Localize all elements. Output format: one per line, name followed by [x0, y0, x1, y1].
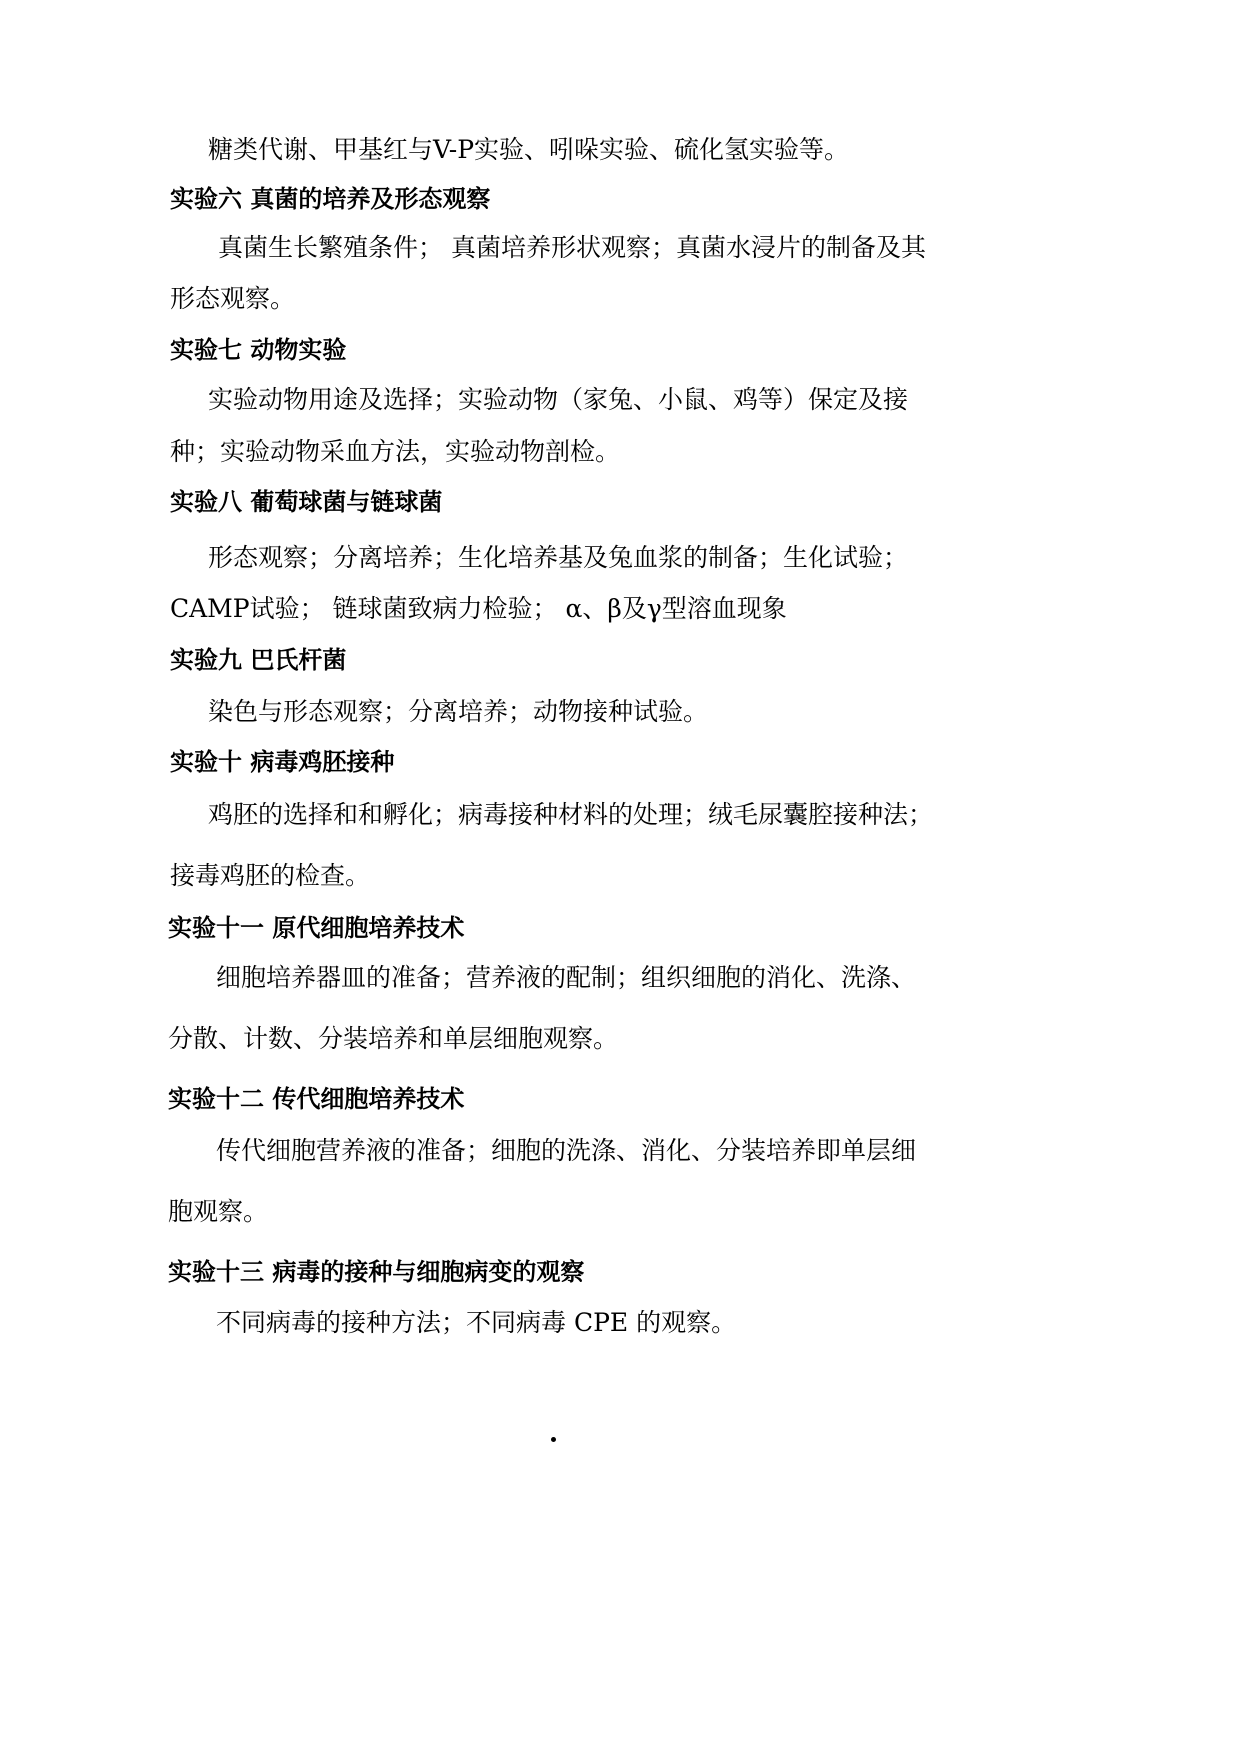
paragraph-line: 胞观察。: [168, 1197, 269, 1226]
section-heading: 实验十三 病毒的接种与细胞病变的观察: [168, 1258, 585, 1286]
section-heading: 实验六 真菌的培养及形态观察: [170, 185, 491, 213]
section-heading: 实验十 病毒鸡胚接种: [170, 748, 395, 776]
paragraph-line: 不同病毒的接种方法；不同病毒 CPE 的观察。: [216, 1308, 737, 1337]
paragraph-line: 染色与形态观察；分离培养；动物接种试验。: [208, 697, 709, 726]
section-heading: 实验十一 原代细胞培养技术: [168, 914, 465, 942]
paragraph-line: 传代细胞营养液的准备；细胞的洗涤、消化、分装培养即单层细: [216, 1136, 917, 1165]
section-heading: 实验十二 传代细胞培养技术: [168, 1085, 465, 1113]
paragraph-line: CAMP试验； 链球菌致病力检验； α、β及γ型溶血现象: [170, 594, 787, 623]
page-footer-dot: [551, 1437, 556, 1442]
paragraph-line: 鸡胚的选择和和孵化；病毒接种材料的处理；绒毛尿囊腔接种法；: [208, 800, 934, 829]
paragraph-line: 糖类代谢、甲基红与V-P实验、吲哚实验、硫化氢实验等。: [208, 135, 850, 164]
paragraph-line: 实验动物用途及选择；实验动物（家兔、小鼠、鸡等）保定及接: [208, 385, 909, 414]
section-heading: 实验七 动物实验: [170, 336, 347, 364]
paragraph-line: 真菌生长繁殖条件； 真菌培养形状观察；真菌水浸片的制备及其: [218, 233, 926, 262]
section-heading: 实验八 葡萄球菌与链球菌: [170, 488, 443, 516]
paragraph-line: 形态观察。: [170, 284, 296, 313]
section-heading: 实验九 巴氏杆菌: [170, 646, 347, 674]
paragraph-line: 形态观察；分离培养；生化培养基及兔血浆的制备；生化试验；: [208, 543, 909, 572]
paragraph-line: 细胞培养器皿的准备；营养液的配制；组织细胞的消化、洗涤、: [216, 963, 917, 992]
paragraph-line: 分散、计数、分装培养和单层细胞观察。: [168, 1024, 619, 1053]
paragraph-line: 接毒鸡胚的检查。: [170, 861, 371, 890]
paragraph-line: 种；实验动物采血方法，实验动物剖检。: [170, 437, 621, 466]
